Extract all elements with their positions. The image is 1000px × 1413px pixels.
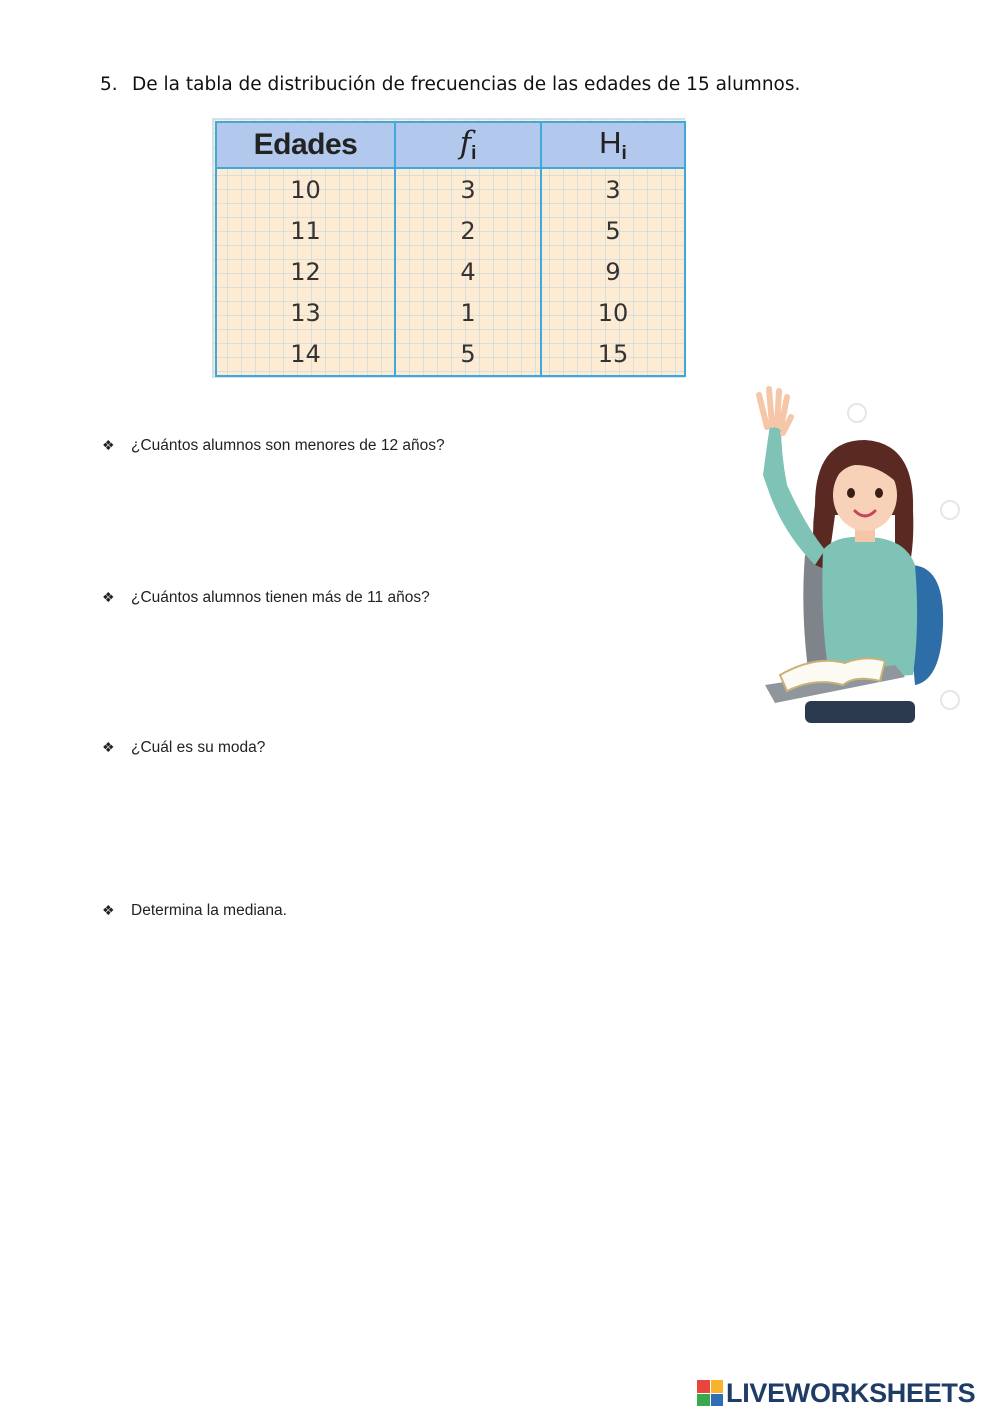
cell-hi: 3 — [541, 168, 685, 210]
header-fi-main: f — [459, 125, 472, 161]
table-header-row — [216, 122, 685, 168]
question-text: ¿Cuántos alumnos son menores de 12 años? — [131, 437, 445, 454]
cell-hi: 15 — [541, 334, 685, 376]
diamond-bullet-icon: ❖ — [102, 739, 115, 755]
table-row — [216, 168, 685, 210]
header-fi-sub: i — [471, 143, 477, 164]
header-hi-main: H — [599, 125, 622, 160]
cell-hi: 10 — [541, 293, 685, 334]
header-hi — [541, 122, 685, 168]
cell-edad: 14 — [216, 334, 395, 376]
cell-edad: 12 — [216, 251, 395, 292]
cell-edad: 10 — [216, 168, 395, 210]
question-text: ¿Cuál es su moda? — [131, 739, 266, 756]
question-moda — [102, 739, 265, 757]
diamond-bullet-icon: ❖ — [102, 437, 115, 453]
logo-text: LIVEWORKSHEETS — [726, 1377, 976, 1408]
liveworksheets-logo — [697, 1378, 975, 1408]
legs-icon — [805, 701, 915, 723]
header-hi-sub: i — [621, 143, 627, 164]
cell-fi: 5 — [395, 334, 541, 376]
question-text: ¿Cuántos alumnos tienen más de 11 años? — [131, 589, 430, 606]
question-mas-11 — [102, 589, 430, 607]
exercise-text: De la tabla de distribución de frecuencias de las edades de 15 alumnos. — [132, 74, 801, 95]
header-edades: Edades — [216, 122, 395, 168]
cell-hi: 5 — [541, 210, 685, 251]
question-mediana — [102, 902, 287, 920]
cell-edad: 13 — [216, 293, 395, 334]
frequency-table-container — [212, 118, 685, 378]
cell-fi: 4 — [395, 251, 541, 292]
exercise-number: 5. — [100, 74, 118, 95]
header-fi — [395, 122, 541, 168]
watermark-icon — [848, 404, 866, 422]
exercise-heading — [100, 74, 800, 95]
table-row — [216, 293, 685, 334]
cell-hi: 9 — [541, 251, 685, 292]
raised-hand-icon — [759, 389, 791, 433]
table-row — [216, 251, 685, 292]
diamond-bullet-icon: ❖ — [102, 902, 115, 918]
frequency-table — [215, 121, 686, 377]
cell-fi: 1 — [395, 293, 541, 334]
question-menores-12 — [102, 437, 445, 455]
watermark-icon — [941, 691, 959, 709]
diamond-bullet-icon: ❖ — [102, 589, 115, 605]
liveworksheets-logo-icon — [697, 1380, 723, 1406]
watermark-icon — [941, 501, 959, 519]
table-row — [216, 210, 685, 251]
right-eye-icon — [875, 488, 883, 498]
question-text: Determina la mediana. — [131, 902, 287, 919]
table-row — [216, 334, 685, 376]
cell-edad: 11 — [216, 210, 395, 251]
cell-fi: 3 — [395, 168, 541, 210]
left-eye-icon — [847, 488, 855, 498]
student-raising-hand-illustration — [745, 385, 975, 725]
cell-fi: 2 — [395, 210, 541, 251]
